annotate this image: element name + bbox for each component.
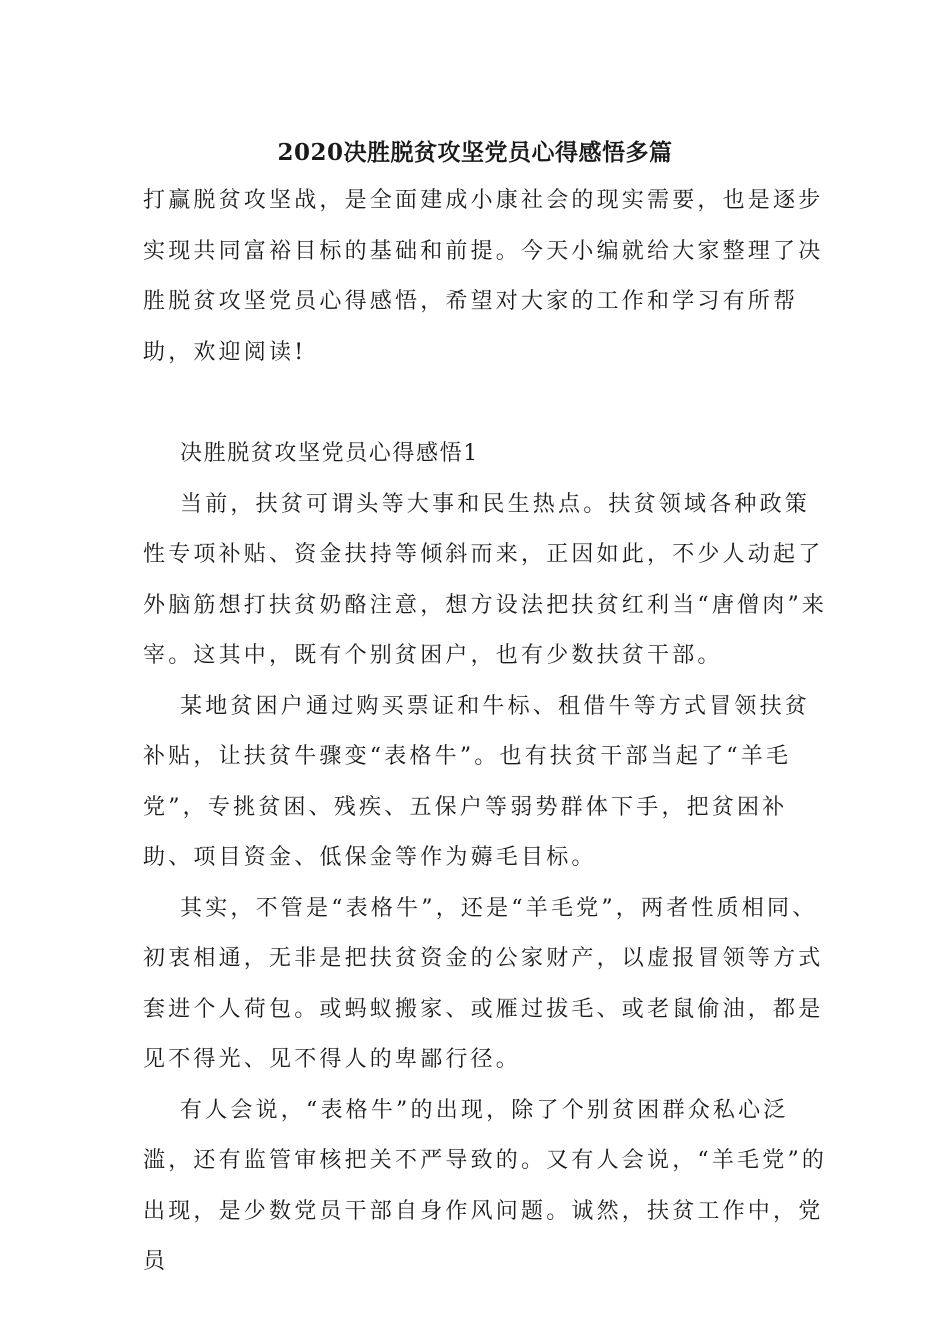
paragraph-spacer [143,378,833,429]
body-paragraph-1: 当前，扶贫可谓头等大事和民生热点。扶贫领域各种政策性专项补贴、资金扶持等倾斜而来，正因如此，不少人动起了外脑筋想打扶贫奶酪注意，想方设法把扶贫红利当“唐僧肉”来宰。这其中，既有个别贫困户，也有少数扶贫干部。 [143,491,828,668]
document-title: 2020决胜脱贫攻坚党员心得感悟多篇 [277,139,673,166]
section-heading: 决胜脱贫攻坚党员心得感悟1 [180,441,479,466]
document-body [143,176,833,1288]
body-paragraph-2: 某地贫困户通过购买票证和牛标、租借牛等方式冒领扶贫补贴，让扶贫牛骤变“表格牛”。也有扶贫干部当起了“羊毛党”，专挑贫困、残疾、五保户等弱势群体下手，把贫困补助、项目资金、低保金等作为薅毛目标。 [143,693,811,870]
body-paragraph-3: 其实，不管是“表格牛”，还是“羊毛党”，两者性质相同、初衷相通，无非是把扶贫资金的公家财产，以虚报冒领等方式套进个人荷包。或蚂蚁搬家、或雁过拔毛、或老鼠偷油，都是见不得光、见不得人的卑鄙行径。 [143,895,824,1072]
intro-paragraph: 打赢脱贫攻坚战，是全面建成小康社会的现实需要，也是逐步实现共同富裕目标的基础和前提。今天小编就给大家整理了决胜脱贫攻坚党员心得感悟，希望对大家的工作和学习有所帮助，欢迎阅读! [143,188,824,365]
body-paragraph-4: 有人会说，“表格牛”的出现，除了个别贫困群众私心泛滥，还有监管审核把关不严导致的。又有人会说，“羊毛党”的出现，是少数党员干部自身作风问题。诚然，扶贫工作中，党员 [143,1097,828,1274]
